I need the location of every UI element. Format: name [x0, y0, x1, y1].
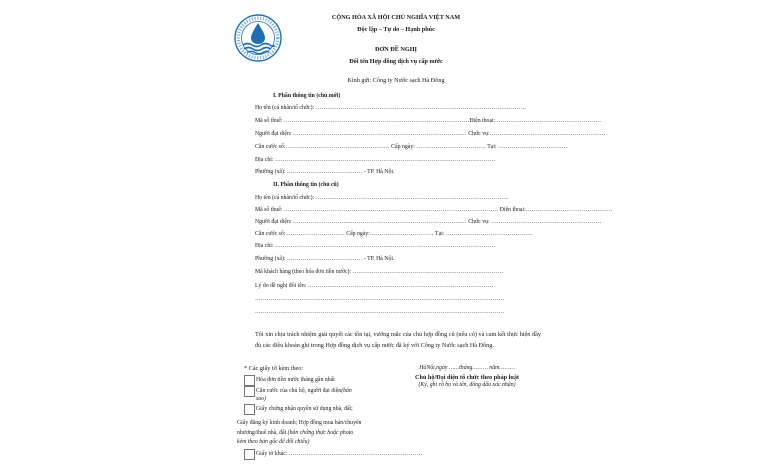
phone-label: Điện thoại: — [469, 118, 496, 124]
section1-ward-row — [255, 169, 394, 175]
section2-name-row — [255, 195, 508, 201]
recipient: Kính gửi: Công ty Nước sạch Hà Đông — [347, 77, 445, 84]
attachment-checkbox-2[interactable] — [244, 386, 255, 397]
attachment-item-5-row — [256, 451, 422, 457]
rep-label: Người đại diện: — [255, 219, 292, 225]
national-title: CỘNG HÒA XÃ HỘI CHỦ NGHĨA VIỆT NAM — [331, 14, 461, 21]
address-input[interactable]: …………………………………………………………………………………………………… — [274, 243, 496, 249]
issue-place-label: Tại: — [487, 144, 497, 150]
attachment-item-5-input[interactable]: …………………………………………………………… — [288, 451, 423, 457]
id-input[interactable]: ……………………………………………… — [285, 144, 390, 150]
position-label: Chức vụ: — [468, 219, 490, 225]
position-input[interactable]: ………………………………………………… — [491, 219, 602, 225]
attachment-item-4-line2 — [237, 430, 353, 436]
attachment-item-4-note: (bản chứng thực hoặc photo — [287, 430, 354, 436]
attachment-item-4-text: nhượng/thuê nhà, đất — [237, 430, 287, 436]
section2-id-row — [255, 231, 533, 237]
form-title: ĐƠN ĐỀ NGHỊ — [375, 46, 417, 53]
ward-input[interactable]: ………………………………… — [286, 169, 363, 175]
issue-date-label: Cấp ngày: — [391, 144, 415, 150]
issue-date-label: Cấp ngày: — [346, 231, 370, 237]
rep-input[interactable]: ……………………………………………………………………………… — [292, 131, 467, 137]
tax-label: Mã số thuế: — [255, 118, 283, 124]
id-input[interactable]: ………………………… — [286, 231, 345, 237]
form-subtitle: Đổi tên Hợp đồng dịch vụ cấp nước — [349, 58, 443, 65]
section2-rep-row — [255, 219, 601, 225]
signature-note: (Ký, ghi rõ họ và tên, đóng dấu xác nhận) — [418, 382, 516, 388]
address-input[interactable]: …………………………………………………………………………………………………… — [274, 157, 496, 163]
section1-tax-row — [255, 118, 601, 124]
phone-label: Điện thoại: — [499, 207, 526, 213]
attachment-checkbox-1[interactable] — [244, 375, 255, 386]
tax-input[interactable]: ………………………………………………………………………………………………… — [283, 207, 499, 213]
address-label: Địa chỉ: — [255, 243, 274, 249]
attachment-item-2-cont: sao) — [256, 396, 266, 402]
rep-input[interactable]: ……………………………………………………………………………… — [292, 219, 467, 225]
reason-line-2[interactable]: ………………………………………………………………………………………………………………… — [255, 296, 505, 302]
section2-title: II. Phần thông tin (chủ cũ) — [273, 182, 339, 188]
customer-code-input[interactable]: …………………………………………………………………… — [352, 269, 504, 275]
phone-input[interactable]: ……………………………………………… — [496, 118, 602, 124]
id-label: Căn cước số: — [255, 231, 286, 237]
section1-name-row — [255, 105, 526, 111]
tax-label: Mã số thuế: — [255, 207, 283, 213]
issue-date-input[interactable]: …………………………… — [369, 231, 434, 237]
rep-label: Người đại diện: — [255, 131, 292, 137]
ward-label: Phường (xã): — [255, 169, 286, 175]
signature-title: Chủ hộ/Đại diện tổ chức theo pháp luật — [415, 374, 519, 381]
section2-tax-row — [255, 207, 613, 213]
section2-ward-row — [255, 256, 394, 262]
city-text: - TP. Hà Nội. — [363, 169, 395, 175]
attachment-checkbox-3[interactable] — [244, 404, 255, 415]
attachment-item-5: Giấy tờ khác: — [256, 451, 288, 457]
name-label: Họ tên (cá nhân/tổ chức): — [255, 105, 315, 111]
city-text: - TP. Hà Nội. — [363, 256, 395, 262]
name-input[interactable]: ………………………………………………………………………………………. — [315, 195, 509, 201]
customer-code-row — [255, 269, 503, 275]
attachment-item-2-note: (bản — [341, 388, 352, 394]
address-label: Địa chỉ: — [255, 157, 274, 163]
issue-place-input[interactable]: ……………………………………… — [445, 231, 533, 237]
phone-input[interactable]: ……………………………………… — [525, 207, 613, 213]
issue-place-label: Tại: — [435, 231, 445, 237]
section1-id-row — [255, 144, 568, 150]
customer-code-label: Mã khách hàng (theo hóa đơn tiền nước): — [255, 269, 352, 275]
position-input[interactable]: …………………………………………………… — [489, 131, 606, 137]
attachment-checkbox-5[interactable] — [244, 449, 255, 460]
id-label: Căn cước số: — [255, 144, 286, 150]
section1-address-row — [255, 157, 495, 163]
tax-input[interactable]: …………………………………………………………………………………… — [283, 118, 470, 124]
section2-address-row — [255, 243, 495, 249]
reason-line-3[interactable]: ………………………………………………………………………………………………………………… — [255, 309, 505, 315]
logo — [234, 14, 282, 62]
section1-rep-row — [255, 131, 606, 137]
issue-date-input[interactable]: ……………………………… — [416, 144, 486, 150]
attachment-item-4-line1: Giấy đăng ký kinh doanh; Hợp đồng mua bán/chuyển — [237, 420, 362, 426]
attachment-item-2 — [256, 388, 352, 394]
commitment-paragraph: Tôi xin chịu trách nhiệm giải quyết các tồn tại, vướng mắc của chủ hợp đồng cũ (nếu có) và cam kết thực hiện đầy đủ các điều khoản ghi trong Hợp đồng dịch vụ cấp nước đã ký với Công ty Nước sạch Hà Đông. — [255, 331, 541, 349]
water-drop-logo-icon — [234, 14, 282, 62]
reason-input[interactable]: …………………………………………………………………………………… — [307, 283, 494, 289]
reason-label: Lý do đề nghị đổi tên: — [255, 283, 307, 289]
reason-row — [255, 283, 493, 289]
attachment-item-1: Hóa đơn tiền nước tháng gần nhất — [256, 377, 335, 383]
ward-input[interactable]: ………………………………… — [286, 256, 363, 262]
ward-label: Phường (xã): — [255, 256, 286, 262]
attachments-title: * Các giấy tờ kèm theo: — [244, 365, 304, 372]
signature-date: HàNội,ngày ……tháng……… năm……… — [419, 365, 515, 371]
issue-place-input[interactable]: ……………………………… — [498, 144, 568, 150]
attachment-item-2-text: Căn cước của chủ hộ, người đại diện — [256, 388, 342, 394]
attachment-item-3: Giấy chứng nhận quyền sử dụng nhà, đất; — [256, 406, 353, 412]
name-input[interactable]: ………………………………………………………………………………………………. — [315, 105, 526, 111]
motto: Độc lập – Tự do – Hạnh phúc — [357, 26, 435, 33]
name-label: Họ tên (cá nhân/tổ chức): — [255, 195, 315, 201]
section1-title: I. Phần thông tin (chủ mới) — [273, 93, 341, 99]
position-label: Chức vụ: — [468, 131, 490, 137]
attachment-item-4-line3: kèm theo bản gốc để đối chiếu) — [237, 439, 310, 445]
